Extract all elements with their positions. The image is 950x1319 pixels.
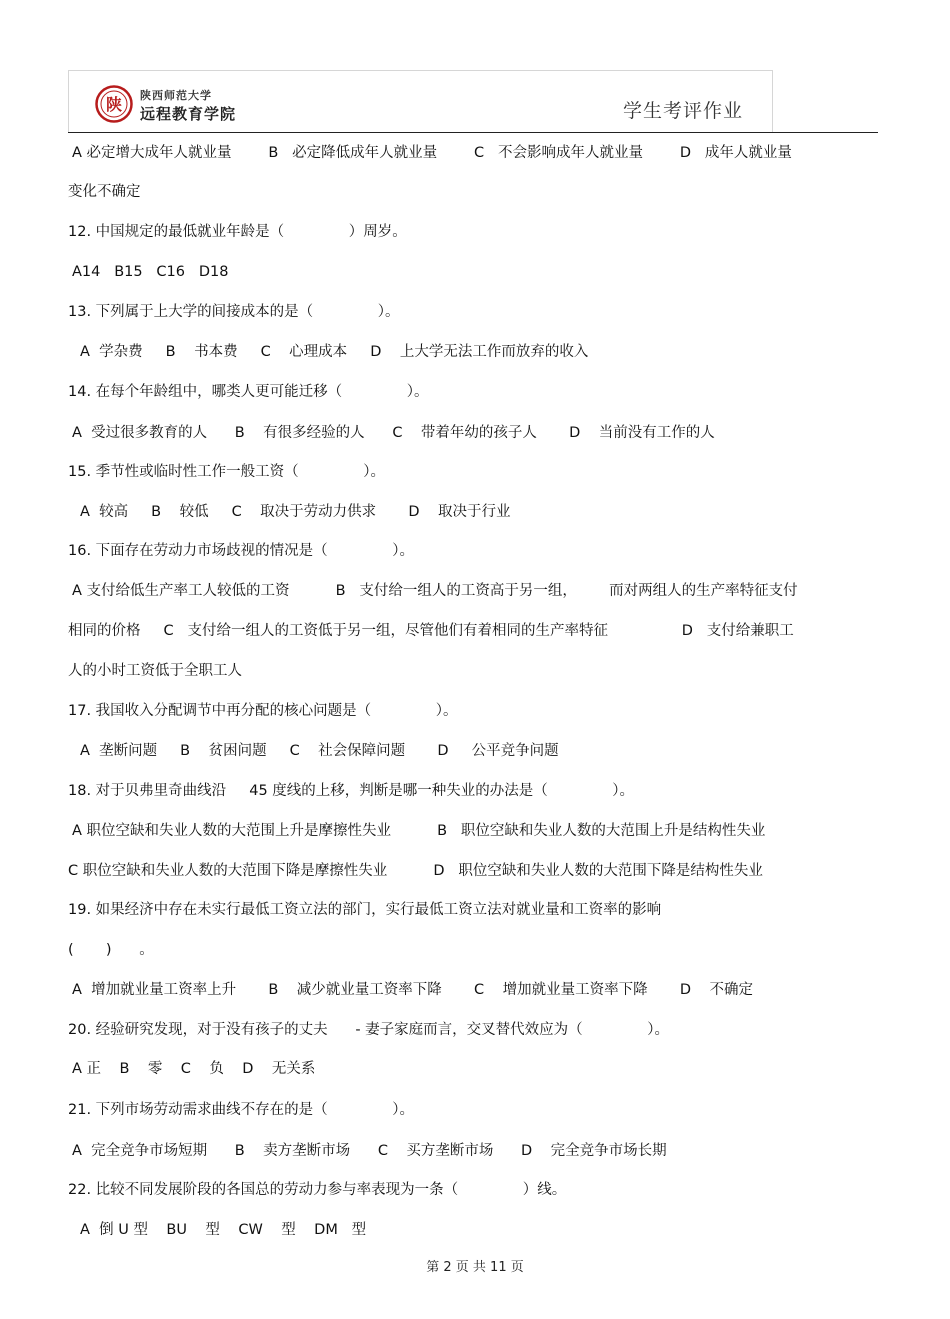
- question-19-options: A 增加就业量工资率上升 B 减少就业量工资率下降 C 增加就业量工资率下降 D 不确定: [72, 982, 753, 998]
- question-15-options: A 较高 B 较低 C 取决于劳动力供求 D 取决于行业: [80, 504, 511, 520]
- question-15: 15. 季节性或临时性工作一般工资（ ）。: [68, 464, 385, 480]
- question-13: 13. 下列属于上大学的间接成本的是（ ）。: [68, 304, 400, 320]
- question-17: 17. 我国收入分配调节中再分配的核心问题是（ ）。: [68, 703, 458, 719]
- question-16-options-cont2: 人的小时工资低于全职工人: [68, 663, 242, 679]
- question-19-cont: ( ) 。: [68, 942, 154, 958]
- question-19: 19. 如果经济中存在未实行最低工资立法的部门，实行最低工资立法对就业量和工资率的影响: [68, 902, 662, 918]
- page-number: 第 2 页 共 11 页: [426, 1260, 524, 1275]
- question-20: 20. 经验研究发现，对于没有孩子的丈夫 - 妻子家庭而言，交叉替代效应为（ ）。: [68, 1022, 669, 1038]
- question-11-options: A 必定增大成年人就业量 B 必定降低成年人就业量 C 不会影响成年人就业量 D 成年人就业量: [72, 145, 792, 161]
- question-14: 14. 在每个年龄组中，哪类人更可能迁移（ ）。: [68, 384, 429, 400]
- question-17-options: A 垄断问题 B 贫困问题 C 社会保障问题 D 公平竞争问题: [80, 743, 559, 759]
- question-22-options: A 倒 U 型 BU 型 CW 型 DM 型: [80, 1222, 367, 1238]
- seal-char: 陕: [105, 95, 123, 114]
- question-21: 21. 下列市场劳动需求曲线不存在的是（ ）。: [68, 1102, 414, 1118]
- question-14-options: A 受过很多教育的人 B 有很多经验的人 C 带着年幼的孩子人 D 当前没有工作的人: [72, 425, 715, 441]
- college-name: 远程教育学院: [140, 105, 237, 123]
- question-11-options-cont: 变化不确定: [68, 184, 141, 200]
- question-18: 18. 对于贝弗里奇曲线沿 45 度线的上移，判断是哪一种失业的办法是（ ）。: [68, 783, 635, 799]
- document-type-label: 学生考评作业: [623, 100, 744, 122]
- question-12-options: A14 B15 C16 D18: [72, 264, 229, 280]
- question-21-options: A 完全竞争市场短期 B 卖方垄断市场 C 买方垄断市场 D 完全竞争市场长期: [72, 1143, 667, 1159]
- question-16-options-cont: 相同的价格 C 支付给一组人的工资低于另一组，尽管他们有着相同的生产率特征 D 支付给兼职工: [68, 623, 794, 639]
- question-18-options: A 职位空缺和失业人数的大范围上升是摩擦性失业 B 职位空缺和失业人数的大范围上升是结构性失业: [72, 823, 766, 839]
- question-12: 12. 中国规定的最低就业年龄是（ ）周岁。: [68, 224, 407, 240]
- question-18-options-cont: C 职位空缺和失业人数的大范围下降是摩擦性失业 D 职位空缺和失业人数的大范围下降是结构性失业: [68, 863, 763, 879]
- question-16-options: A 支付给低生产率工人较低的工资 B 支付给一组人的工资高于另一组， 而对两组人的生产率特征支付: [72, 583, 798, 599]
- question-16: 16. 下面存在劳动力市场歧视的情况是（ ）。: [68, 543, 414, 559]
- header-divider: [68, 132, 878, 133]
- university-seal-icon: [95, 85, 133, 123]
- question-22: 22. 比较不同发展阶段的各国总的劳动力参与率表现为一条（ ）线。: [68, 1182, 567, 1198]
- question-13-options: A 学杂费 B 书本费 C 心理成本 D 上大学无法工作而放弃的收入: [80, 344, 589, 360]
- university-name: 陕西师范大学: [140, 89, 212, 102]
- question-20-options: A 正 B 零 C 负 D 无关系: [72, 1061, 316, 1077]
